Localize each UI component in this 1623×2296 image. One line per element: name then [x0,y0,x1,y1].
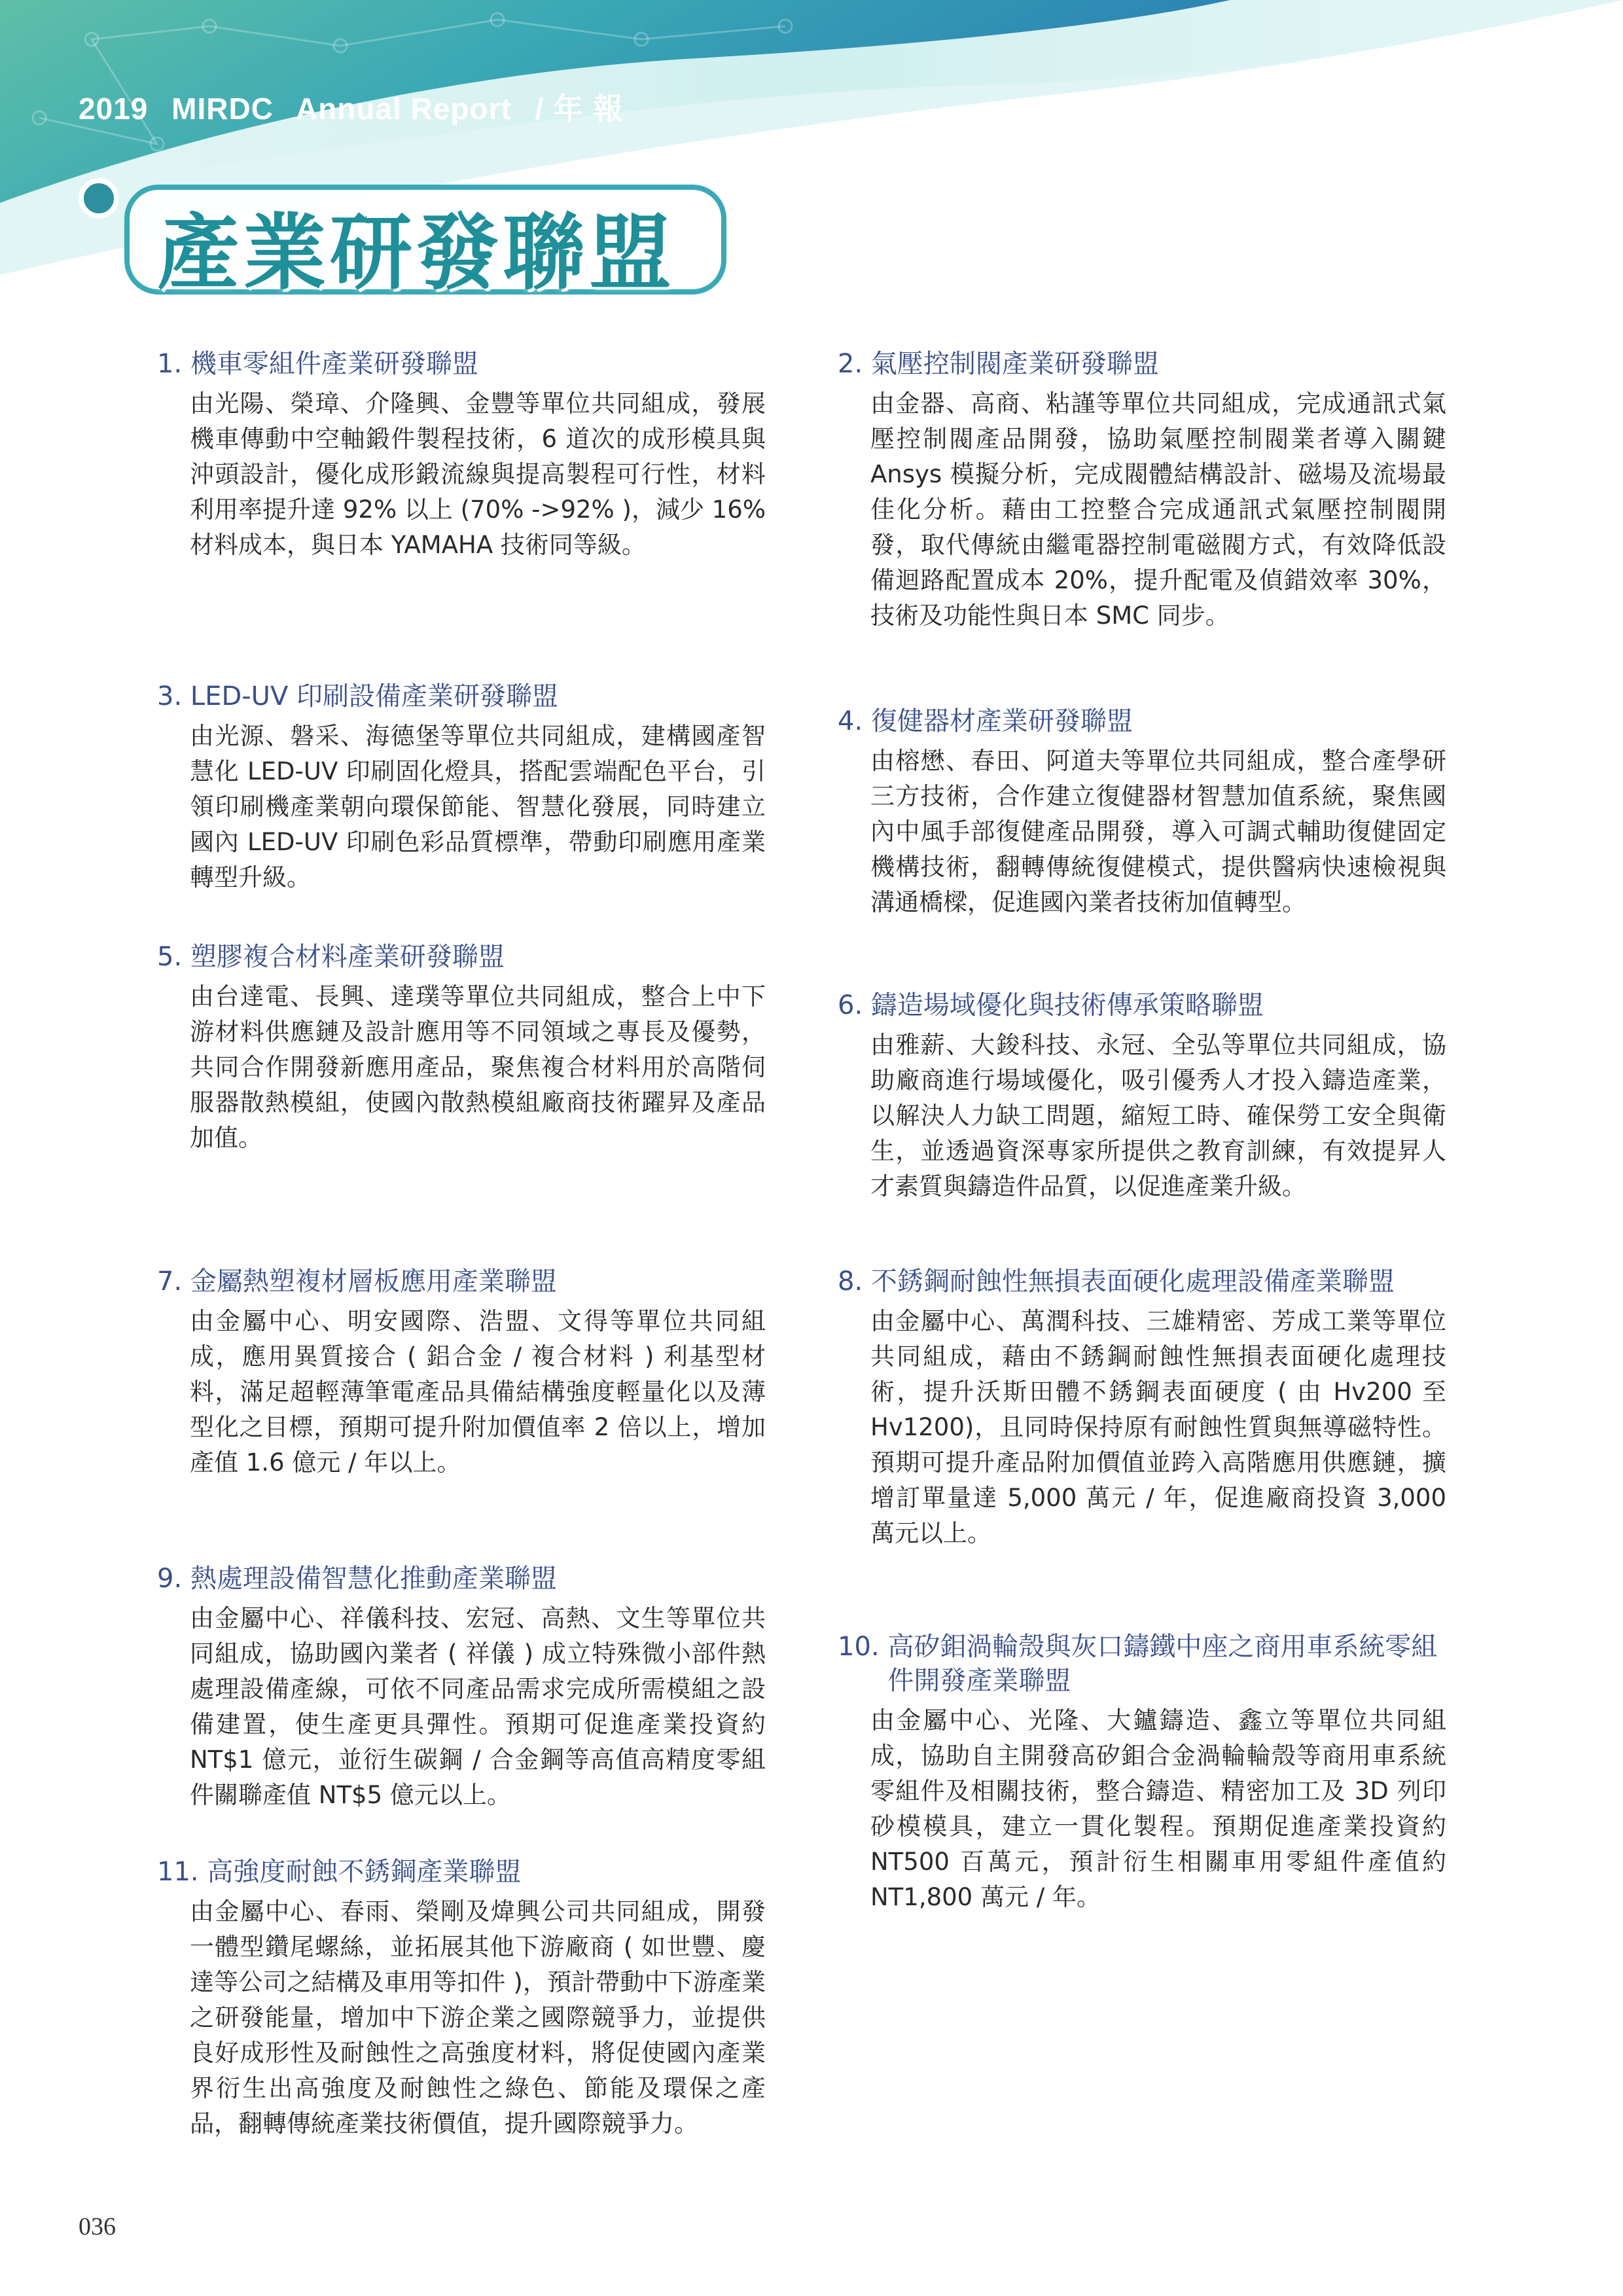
page-number: 036 [79,2213,116,2240]
section-body: 由光陽、榮璋、介隆興、金豐等單位共同組成，發展機車傳動中空軸鍛件製程技術，6 道次的成形模具與沖頭設計，優化成形鍛流線與提高製程可行性，材料利用率提升達 92% 以上 (70% ->92% )，減少 16% 材料成本，與日本 YAMAHA 技術同等級。 [190,389,766,559]
section-body: 由金屬中心、明安國際、浩盟、文得等單位共同組成，應用異質接合 ( 鋁合金 / 複合材料 ) 利基型材料，滿足超輕薄筆電產品具備結構強度輕量化以及薄型化之目標，預期可提升附加價值率 2 倍以上，增加產值 1.6 億元 / 年以上。 [190,1307,766,1477]
section-body: 由台達電、長興、達璞等單位共同組成，整合上中下游材料供應鏈及設計應用等不同領域之專長及優勢，共同合作開發新應用產品，聚焦複合材料用於高階伺服器散熱模組，使國內散熱模組廠商技術躍昇及產品加值。 [190,982,766,1152]
section-2 [838,347,1499,634]
report-header [79,85,638,128]
section-8 [838,1265,1499,1551]
report-name-zh: / 年 報 [535,92,624,126]
section-heading: 7. 金屬熱塑複材層板應用產業聯盟 [157,1266,557,1297]
section-body: 由金屬中心、春雨、榮剛及煒興公司共同組成，開發一體型鑽尾螺絲，並拓展其他下游廠商 ( 如世豐、慶達等公司之結構及車用等扣件 )，預計帶動中下游產業之研發能量，增加中下游企業之國際競爭力，並提供良好成形性及耐蝕性之高強度材料，將促使國內產業界衍生出高強度及耐蝕性之綠色、節能及環保之產品，翻轉傳統產業技術價值，提升國際競爭力。 [190,1897,766,2138]
section-7 [157,1265,818,1480]
report-org: MIRDC [171,92,274,126]
section-body: 由金屬中心、萬潤科技、三雄精密、芳成工業等單位共同組成，藉由不銹鋼耐蝕性無損表面硬化處理技術，提升沃斯田體不銹鋼表面硬度 ( 由 Hv200 至 Hv1200)，且同時保持原有耐蝕性質與無導磁特性。預期可提升產品附加價值並跨入高階應用供應鏈，擴增訂單量達 5,000 萬元 / 年，促進廠商投資 3,000 萬元以上。 [870,1307,1446,1547]
section-heading: 1. 機車零組件產業研發聯盟 [157,349,478,379]
section-heading: 11. 高強度耐蝕不銹鋼產業聯盟 [157,1857,522,1887]
section-body: 由金屬中心、祥儀科技、宏冠、高熱、文生等單位共同組成，協助國內業者 ( 祥儀 ) 成立特殊微小部件熱處理設備產線，可依不同產品需求完成所需模組之設備建置，使生產更具彈性。預期可促進產業投資約 NT$1 億元，並衍生碳鋼 / 合金鋼等高值高精度零組件關聯產值 NT$5 億元以上。 [190,1604,766,1809]
section-heading: 3. LED-UV 印刷設備產業研發聯盟 [157,681,559,711]
section-11 [157,1855,818,2142]
section-heading: 4. 復健器材產業研發聯盟 [838,706,1133,736]
section-heading: 9. 熱處理設備智慧化推動產業聯盟 [157,1564,557,1594]
section-heading: 10. 高矽鉬渦輪殼與灰口鑄鐵中座之商用車系統零組件開發產業聯盟 [838,1632,1438,1696]
section-heading: 5. 塑膠複合材料產業研發聯盟 [157,942,505,972]
section-6 [838,988,1499,1204]
section-body: 由金器、高商、粘謹等單位共同組成，完成通訊式氣壓控制閥產品開發，協助氣壓控制閥業者導入關鍵 Ansys 模擬分析，完成閥體結構設計、磁場及流場最佳化分析。藉由工控整合完成通訊式氣壓控制閥開發，取代傳統由繼電器控制電磁閥方式，有效降低設備迴路配置成本 20%，提升配電及偵錯效率 30%，技術及功能性與日本 SMC 同步。 [870,389,1446,630]
report-year: 2019 [79,92,149,126]
section-body: 由雅薪、大鋑科技、永冠、全弘等單位共同組成，協助廠商進行場域優化，吸引優秀人才投入鑄造產業，以解決人力缺工問題，縮短工時、確保勞工安全與衛生，並透過資深專家所提供之教育訓練，有效提昇人才素質與鑄造件品質，以促進產業升級。 [870,1031,1446,1200]
section-body: 由光源、磐采、海德堡等單位共同組成，建構國產智慧化 LED-UV 印刷固化燈具，搭配雲端配色平台，引領印刷機產業朝向環保節能、智慧化發展，同時建立國內 LED-UV 印刷色彩品質標準，帶動印刷應用產業轉型升級。 [190,722,766,891]
section-10 [838,1630,1499,1915]
section-5 [157,940,818,1156]
section-heading: 2. 氣壓控制閥產業研發聯盟 [838,349,1159,379]
section-9 [157,1562,818,1813]
section-3 [157,679,818,895]
section-body: 由榕懋、春田、阿道夫等單位共同組成，整合產學研三方技術，合作建立復健器材智慧加值系統，聚焦國內中風手部復健產品開發，導入可調式輔助復健固定機構技術，翻轉傳統復健模式，提供醫病快速檢視與溝通橋樑，促進國內業者技術加值轉型。 [870,747,1446,916]
title-dot-icon [79,178,119,219]
section-4 [838,704,1499,920]
section-heading: 6. 鑄造場域優化與技術傳承策略聯盟 [838,990,1264,1020]
section-heading: 8. 不銹鋼耐蝕性無損表面硬化處理設備產業聯盟 [838,1266,1395,1297]
page-title: 產業研發聯盟 [157,204,675,301]
report-name: Annual Report [295,92,512,126]
section-1 [157,347,818,563]
section-body: 由金屬中心、光隆、大鑪鑄造、鑫立等單位共同組成，協助自主開發高矽鉬合金渦輪輪殼等商用車系統零組件及相關技術，整合鑄造、精密加工及 3D 列印砂模模具，建立一貫化製程。預期促進產業投資約 NT500 百萬元，預計衍生相關車用零組件產值約 NT1,800 萬元 / 年。 [870,1706,1446,1911]
